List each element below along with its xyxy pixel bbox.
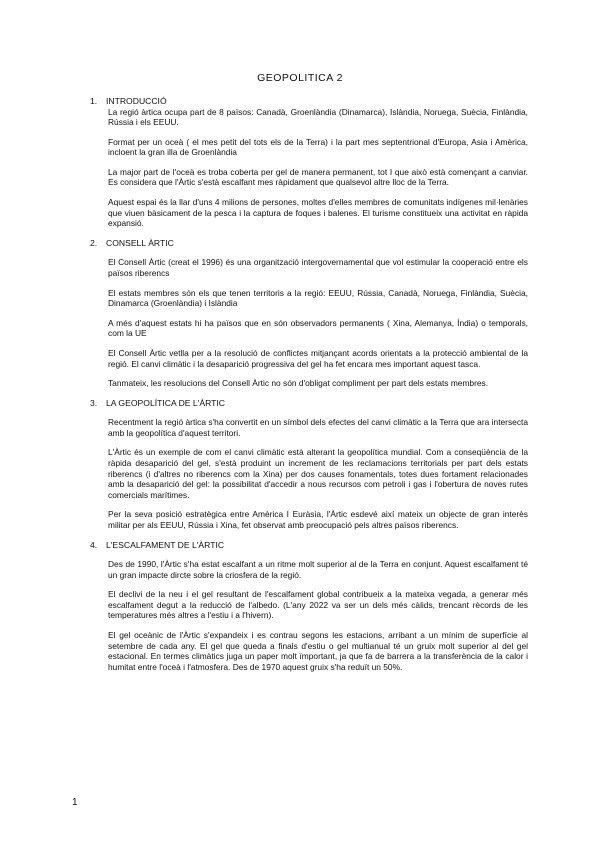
paragraph: El declivi de la neu i el gel resultant de l'escalfament global contribueix a la mateixa vegada, a generar més escalfament degut a la reducció de l'albedo. (L'any 2022 va ser un dels més càlids, trencant rècords de les temperatures més altres a l'estiu i a l'hivern).	[108, 589, 528, 621]
section-title: L'ESCALFAMENT DE L'ÀRTIC	[106, 539, 225, 550]
paragraph: Des de 1990, l'Àrtic s'ha estat escalfant a un ritme molt superior al de la Terra en conjunt. Aquest escalfament té un gran impacte dircte sobre la criosfera de la regió.	[108, 559, 528, 580]
page-number: 1	[72, 797, 78, 808]
paragraph: Per la seva posició estratègica entre Amèrica I Euràsia, l'Àrtic esdevé així mateix un objecte de gran interès militar per als EEUU, Rússia i Xina, fet observat amb preocupació pels altres països riberencs.	[108, 509, 528, 530]
spacer	[92, 408, 528, 417]
paragraph: Tanmateix, les resolucions del Consell Àrtic no són d'obligat compliment per part dels estats membres.	[108, 378, 489, 389]
section-number: 3.	[90, 397, 98, 408]
paragraph: La regió àrtica ocupa part de 8 països: Canadà, Groenlàndia (Dinamarca), Islàndia, Noruega, Suècia, Finlàndia, Rússia i els EEUU.	[108, 106, 528, 128]
paragraph: Aquest espai és la llar d'uns 4 milions de persones, moltes d'elles membres de comunitats indígenes mil·lenàries que viuen bàsicament de la pesca i la captura de foques i balenes. El turisme constitueix una activitat en ràpida expansió.	[108, 197, 528, 229]
section-number: 1.	[90, 96, 98, 106]
document-title: GEOPOLITICA 2	[257, 72, 343, 84]
spacer	[92, 550, 528, 559]
section-title: INTRODUCCIÓ	[106, 96, 167, 106]
paragraph: A més d'aquest estats hi ha països que en són observadors permanents ( Xina, Alemanya, Índia) o temporals, com la UE	[108, 317, 528, 339]
paragraph: La major part de l'oceà es troba coberta per gel de manera permanent, tot I que això està començant a canviar. Es considera que l'Àrtic s'està escalfant mes ràpidament que qualsevol altre lloc de la Terra.	[108, 166, 528, 188]
paragraph: El estats membres són els que tenen territoris a la regió: EEUU, Rússia, Canadà, Noruega, Finlàndia, Suècia, Dinamarca (Groenlàndia) i Islàndia	[108, 287, 528, 309]
paragraph: Format per un oceà ( el mes petit del tots els de la Terra) i la part mes septentrional d'Europa, Asia i Amèrica, incloent la gran illa de Groenlàndia	[108, 136, 528, 158]
section-introduccio	[92, 96, 528, 229]
section-number: 4.	[90, 539, 98, 550]
spacer	[92, 248, 528, 257]
section-heading	[90, 540, 528, 551]
section-geopolitica	[92, 398, 528, 531]
section-title: LA GEOPOLÍTICA DE L'ÀRTIC	[106, 397, 225, 408]
paragraph: El Consell Àrtic (creat el 1996) és una organització intergovernamental que vol estimular la cooperació entre els països riberencs	[108, 257, 528, 278]
section-consell-artic	[92, 238, 528, 389]
paragraph: El Consell Àrtic vetlla per a la resolució de conflictes mitjançant acords orientats a la protecció ambiental de la regió. El canvi climàtic i la desaparició progressiva del gel ha fet encara mes important aquest tasca.	[108, 347, 528, 369]
section-heading	[90, 238, 528, 249]
section-escalfament	[92, 540, 528, 673]
section-number: 2.	[90, 237, 98, 248]
document-body	[92, 96, 528, 681]
section-heading	[90, 398, 528, 409]
paragraph: El gel oceànic de l'Àrtic s'expandeix i es contrau segons les estacions, arribant a un mínim de superfície al setembre de cada any. El gel que queda a finals d'estiu o gel multianual té un gruix molt superior al del gel estacional. En termes climàtics juga un paper molt ïmportant, ja que fa de barrera a la transferència de la calor i humitat entre l'oceà i l'atmosfera. Des de 1970 aquest gruix s'ha reduït un 50%.	[108, 630, 528, 672]
paragraph: L'Àrtic és un exemple de com el canvi climàtic està alterant la geopolítica mundial. Com a conseqüència de la ràpida desaparició del gel, s'està produint un increment de les reclamacions territorials per part dels estats riberencs (i d'altres no riberencs com la Xina) per dos causes fonamentals, totes dues fortament relacionades amb la desaparició del gel: la possibilitat d'accedir a nous recursos com petroli i gas i l'obertura de noves rutes comercials marítimes.	[108, 447, 528, 500]
section-title: CONSELL ÀRTIC	[106, 237, 174, 248]
paragraph: Recentment la regió àrtica s'ha convertit en un símbol dels efectes del canvi climàtic a la Terra que ara intersecta amb la geopolítica d'aquest territori.	[108, 417, 528, 438]
section-heading	[90, 96, 528, 107]
